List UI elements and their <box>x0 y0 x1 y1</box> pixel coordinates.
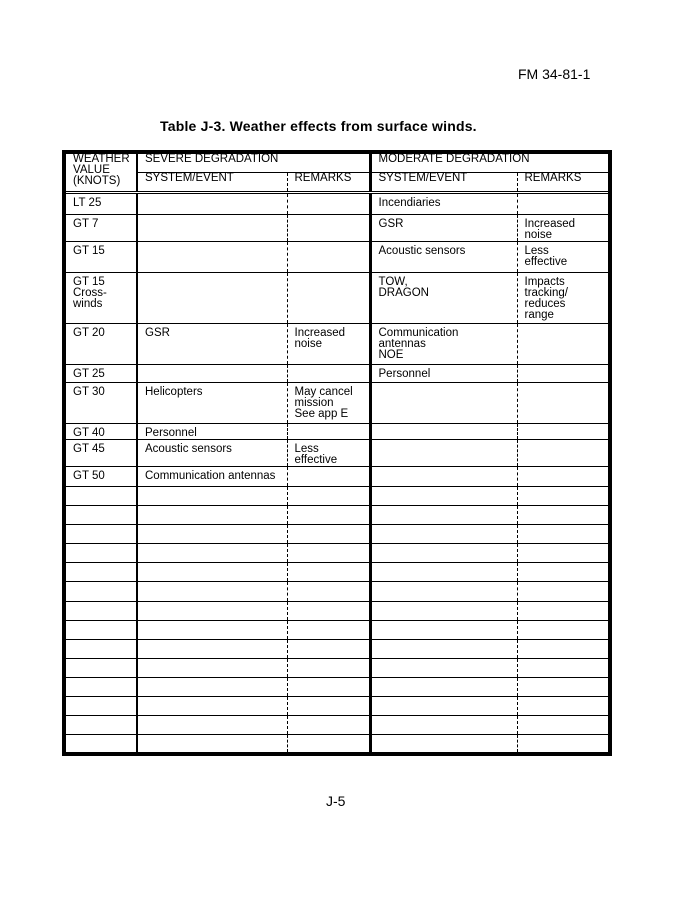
empty-cell <box>137 716 287 735</box>
empty-cell <box>137 544 287 563</box>
moderate-remarks-cell: Impacts tracking/ reduces range <box>517 272 610 323</box>
moderate-remarks-cell <box>517 383 610 423</box>
moderate-remarks-cell <box>517 439 610 466</box>
empty-cell <box>64 582 137 601</box>
table-row <box>64 365 610 383</box>
empty-cell <box>370 487 517 506</box>
weather-value-cell: GT 15 <box>64 241 137 272</box>
empty-cell <box>370 735 517 754</box>
empty-table-row <box>64 697 610 716</box>
empty-cell <box>370 716 517 735</box>
empty-table-row <box>64 582 610 601</box>
empty-table-row <box>64 658 610 677</box>
empty-cell <box>370 658 517 677</box>
severe-system-cell <box>137 365 287 383</box>
moderate-system-cell: Personnel <box>370 365 517 383</box>
empty-cell <box>64 620 137 639</box>
table-row <box>64 439 610 466</box>
empty-cell <box>137 525 287 544</box>
empty-table-row <box>64 544 610 563</box>
empty-cell <box>137 677 287 696</box>
empty-cell <box>370 563 517 582</box>
empty-cell <box>137 658 287 677</box>
empty-table-row <box>64 639 610 658</box>
severe-remarks-cell: Increased noise <box>287 324 370 365</box>
empty-cell <box>517 716 610 735</box>
moderate-remarks-cell <box>517 192 610 214</box>
weather-value-cell: GT 50 <box>64 466 137 486</box>
severe-system-cell <box>137 192 287 214</box>
empty-cell <box>370 639 517 658</box>
moderate-remarks-cell <box>517 466 610 486</box>
moderate-system-cell <box>370 383 517 423</box>
empty-cell <box>287 658 370 677</box>
empty-cell <box>370 677 517 696</box>
table-row <box>64 192 610 214</box>
moderate-system-cell: TOW, DRAGON <box>370 272 517 323</box>
weather-value-cell: GT 30 <box>64 383 137 423</box>
empty-cell <box>64 677 137 696</box>
empty-cell <box>287 544 370 563</box>
empty-cell <box>137 735 287 754</box>
empty-cell <box>287 620 370 639</box>
empty-cell <box>64 658 137 677</box>
empty-table-row <box>64 506 610 525</box>
moderate-system-cell: GSR <box>370 214 517 241</box>
severe-system-cell <box>137 214 287 241</box>
header-severe-system-event: SYSTEM/EVENT <box>145 172 234 184</box>
table-title: Table J-3. Weather effects from surface winds. <box>160 118 477 134</box>
empty-cell <box>517 601 610 620</box>
table-row <box>64 214 610 241</box>
weather-effects-table <box>62 150 612 756</box>
empty-cell <box>370 601 517 620</box>
empty-table-row <box>64 525 610 544</box>
severe-remarks-cell <box>287 365 370 383</box>
moderate-system-cell <box>370 466 517 486</box>
empty-cell <box>517 563 610 582</box>
severe-system-cell: Communication antennas <box>137 466 287 486</box>
empty-table-row <box>64 677 610 696</box>
empty-cell <box>287 506 370 525</box>
empty-table-row <box>64 735 610 754</box>
severe-remarks-cell <box>287 241 370 272</box>
empty-cell <box>370 525 517 544</box>
empty-cell <box>517 677 610 696</box>
empty-cell <box>287 697 370 716</box>
empty-cell <box>64 639 137 658</box>
table-row <box>64 383 610 423</box>
table-row <box>64 423 610 439</box>
empty-cell <box>370 506 517 525</box>
moderate-remarks-cell: Increased noise <box>517 214 610 241</box>
severe-remarks-cell <box>287 192 370 214</box>
empty-cell <box>64 506 137 525</box>
header-moderate-remarks: REMARKS <box>517 172 610 192</box>
empty-cell <box>287 582 370 601</box>
empty-cell <box>137 620 287 639</box>
severe-system-cell: Acoustic sensors <box>137 439 287 466</box>
header-moderate-degradation: MODERATE DEGRADATION <box>370 152 610 172</box>
header-moderate-system-event: SYSTEM/EVENT <box>378 172 468 184</box>
weather-value-cell: GT 15 Cross- winds <box>64 272 137 323</box>
empty-cell <box>137 697 287 716</box>
severe-remarks-cell <box>287 214 370 241</box>
severe-remarks-cell <box>287 466 370 486</box>
empty-cell <box>64 697 137 716</box>
empty-cell <box>64 544 137 563</box>
moderate-remarks-cell <box>517 423 610 439</box>
severe-remarks-cell <box>287 423 370 439</box>
empty-cell <box>370 544 517 563</box>
empty-cell <box>64 525 137 544</box>
empty-cell <box>517 639 610 658</box>
header-severe-remarks: REMARKS <box>287 172 370 192</box>
empty-cell <box>287 716 370 735</box>
empty-cell <box>517 697 610 716</box>
empty-cell <box>287 677 370 696</box>
empty-cell <box>370 582 517 601</box>
empty-cell <box>517 658 610 677</box>
empty-cell <box>287 525 370 544</box>
table-row <box>64 324 610 365</box>
empty-cell <box>287 601 370 620</box>
empty-table-row <box>64 601 610 620</box>
severe-remarks-cell: Less effective <box>287 439 370 466</box>
severe-system-cell: Personnel <box>137 423 287 439</box>
empty-cell <box>370 620 517 639</box>
severe-system-cell <box>137 272 287 323</box>
header-weather-value: WEATHER VALUE (KNOTS) <box>64 152 137 192</box>
table-row <box>64 241 610 272</box>
empty-cell <box>137 639 287 658</box>
table-row <box>64 466 610 486</box>
empty-cell <box>370 697 517 716</box>
empty-cell <box>64 487 137 506</box>
empty-cell <box>137 487 287 506</box>
empty-table-row <box>64 716 610 735</box>
moderate-system-cell: Incendiaries <box>370 192 517 214</box>
empty-cell <box>287 639 370 658</box>
empty-cell <box>137 506 287 525</box>
severe-remarks-cell: May cancel mission See app E <box>287 383 370 423</box>
page-number: J-5 <box>326 793 346 809</box>
severe-system-cell: Helicopters <box>137 383 287 423</box>
moderate-system-cell <box>370 423 517 439</box>
weather-value-cell: GT 40 <box>64 423 137 439</box>
empty-table-row <box>64 563 610 582</box>
empty-cell <box>517 544 610 563</box>
document-id: FM 34-81-1 <box>518 66 591 82</box>
empty-cell <box>287 487 370 506</box>
empty-cell <box>517 487 610 506</box>
empty-cell <box>64 716 137 735</box>
moderate-remarks-cell <box>517 324 610 365</box>
moderate-system-cell: Acoustic sensors <box>370 241 517 272</box>
empty-cell <box>64 601 137 620</box>
header-severe-degradation: SEVERE DEGRADATION <box>137 152 370 172</box>
empty-cell <box>287 563 370 582</box>
empty-table-row <box>64 487 610 506</box>
weather-value-cell: GT 7 <box>64 214 137 241</box>
empty-cell <box>287 735 370 754</box>
moderate-system-cell <box>370 439 517 466</box>
empty-table-row <box>64 620 610 639</box>
empty-cell <box>137 601 287 620</box>
moderate-remarks-cell <box>517 365 610 383</box>
weather-value-cell: GT 45 <box>64 439 137 466</box>
moderate-system-cell: Communication antennas NOE <box>370 324 517 365</box>
severe-system-cell: GSR <box>137 324 287 365</box>
weather-value-cell: GT 25 <box>64 365 137 383</box>
severe-system-cell <box>137 241 287 272</box>
empty-cell <box>137 582 287 601</box>
moderate-remarks-cell: Less effective <box>517 241 610 272</box>
empty-cell <box>517 620 610 639</box>
empty-cell <box>517 582 610 601</box>
empty-cell <box>517 525 610 544</box>
weather-value-cell: GT 20 <box>64 324 137 365</box>
empty-cell <box>517 506 610 525</box>
empty-cell <box>137 563 287 582</box>
empty-cell <box>64 735 137 754</box>
empty-cell <box>64 563 137 582</box>
severe-remarks-cell <box>287 272 370 323</box>
table-row <box>64 272 610 323</box>
weather-value-cell: LT 25 <box>64 192 137 214</box>
empty-cell <box>517 735 610 754</box>
